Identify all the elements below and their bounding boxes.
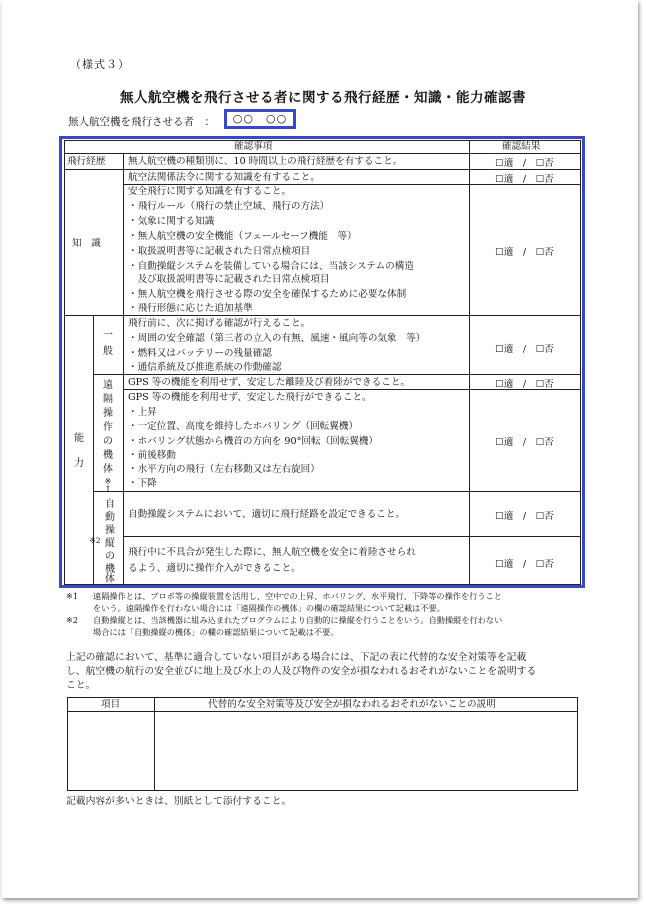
- gps-landing-result-checkboxes[interactable]: ☐適 / ☐否: [495, 379, 554, 390]
- auto-label-char: 体: [105, 574, 115, 585]
- auto-label-char: 自: [105, 499, 115, 510]
- alt-header-desc-label: 代替的な安全対策等及び安全が損なわれるおそれがないことの説明: [208, 699, 496, 710]
- gps-flight-line: ・ホバリング状態から機首の方向を 90°回転（回転翼機）: [128, 436, 379, 447]
- alt-desc-input[interactable]: [154, 711, 578, 791]
- remote-label-char: 操: [103, 408, 113, 419]
- general-label-char: 般: [103, 346, 113, 357]
- ability-category-char: 能: [74, 433, 84, 444]
- alt-item-input[interactable]: [67, 711, 155, 791]
- auto-label-char: 動: [105, 512, 115, 523]
- knowledge-category: 知 識: [72, 238, 101, 249]
- auto-intervention-line: るよう、適切に操作介入ができること。: [128, 563, 301, 574]
- footnote-mark: ※2: [66, 615, 79, 625]
- law-item-text: 航空法関係法令に関する知識を有すること。: [128, 172, 320, 183]
- safety-line: 安全飛行に関する知識を有すること。: [128, 186, 292, 197]
- safety-line: ・無人航空機を飛行させる際の安全を確保するために必要な体制: [128, 289, 407, 300]
- header-result-label: 確認結果: [502, 141, 541, 152]
- auto-label-char: の: [105, 551, 115, 562]
- footnote-line: 場合には「自動操縦の機体」の欄の確認結果について記載は不要。: [93, 627, 339, 637]
- alt-header-item-label: 項目: [101, 699, 121, 710]
- auto-intervention-result-checkboxes[interactable]: ☐適 / ☐否: [495, 559, 554, 570]
- operator-label: 無人航空機を飛行させる者 ：: [68, 116, 215, 128]
- experience-result-checkboxes[interactable]: ☐適 / ☐否: [495, 158, 554, 169]
- general-result-checkboxes[interactable]: ☐適 / ☐否: [495, 344, 554, 355]
- gps-flight-line: ・一定位置、高度を維持したホバリング（回転翼機）: [128, 421, 359, 432]
- auto-route-result-checkboxes[interactable]: ☐適 / ☐否: [495, 511, 554, 522]
- footnote-line: 遠隔操作とは、プロポ等の操縦装置を活用し、空中での上昇、ホバリング、水平飛行、下降等の操作を行うこと: [93, 591, 502, 601]
- safety-line: ・飛行形態に応じた追加基準: [128, 303, 253, 314]
- footnote-line: をいう。遠隔操作を行わない場合には「遠隔操作の機体」の欄の確認結果について記載は不要。: [93, 603, 445, 613]
- ability-category-char: 力: [74, 458, 84, 469]
- general-line: ・通信系統及び推進系統の作動確認: [128, 362, 282, 373]
- remote-label-char: 隔: [103, 394, 113, 405]
- remote-label-char: 機: [103, 450, 113, 461]
- closing-note: 記載内容が多いときは、別紙として添付すること。: [66, 796, 292, 807]
- paragraph-line: し、航空機の航行の安全並びに地上及び水上の人及び物件の安全が損なわれるおそれがないことを説明する: [66, 666, 537, 677]
- remote-note-mark: ※: [104, 477, 112, 486]
- general-line: 飛行前に、次に掲げる確認が行えること。: [128, 318, 311, 329]
- safety-line: ・自動操縦システムを装備している場合には、当該システムの構造: [128, 261, 414, 272]
- general-line: ・燃料又はバッテリーの残量確認: [128, 348, 272, 359]
- safety-line: ・取扱説明書等に記載された日常点検項目: [128, 246, 311, 257]
- gps-flight-line: GPS 等の機能を利用せず、安定した飛行ができること。: [128, 392, 372, 403]
- paragraph-line: 上記の確認において、基準に適合していない項目がある場合には、下記の表に代替的な安全対策等を記載: [66, 652, 527, 663]
- operator-name-field[interactable]: ○○ ○○: [224, 109, 296, 129]
- gps-flight-result-checkboxes[interactable]: ☐適 / ☐否: [495, 437, 554, 448]
- safety-line: ・飛行ルール（飛行の禁止空域、飛行の方法）: [128, 201, 330, 212]
- table-highlight-frame: [59, 136, 585, 588]
- auto-label-char: 操: [105, 525, 115, 536]
- safety-line: ・気象に関する知識: [128, 216, 215, 227]
- remote-label-char: 遠: [103, 380, 113, 391]
- experience-item-text: 無人航空機の種類別に、10 時間以上の飛行経歴を有すること。: [128, 156, 403, 167]
- remote-label-char: 体: [103, 464, 113, 475]
- gps-flight-line: ・上昇: [128, 407, 157, 418]
- experience-category: 飛行経歴: [67, 156, 106, 167]
- gps-flight-line: ・下降: [128, 478, 157, 489]
- gps-flight-line: ・前後移動: [128, 450, 176, 461]
- law-result-checkboxes[interactable]: ☐適 / ☐否: [495, 174, 554, 185]
- form-label: （様式３）: [70, 58, 130, 71]
- document-title: 無人航空機を飛行させる者に関する飛行経歴・知識・能力確認書: [120, 90, 526, 106]
- general-line: ・周囲の安全確認（第三者の立入の有無、風速・風向等の気象 等）: [128, 333, 426, 344]
- remote-label-char: の: [103, 436, 113, 447]
- header-item-label: 確認事項: [234, 141, 273, 152]
- general-label-char: 一: [103, 330, 113, 341]
- gps-flight-line: ・水平方向の飛行（左右移動又は左右旋回）: [128, 464, 320, 475]
- auto-label-char: 機: [105, 564, 115, 575]
- safety-result-checkboxes[interactable]: ☐適 / ☐否: [495, 247, 554, 258]
- auto-note-mark: ※2: [89, 536, 101, 545]
- safety-line: ・無人航空機の安全機能（フェールセーフ機能 等）: [128, 231, 357, 242]
- footnote-line: 自動操縦とは、当該機器に組み込まれたプログラムにより自動的に操縦を行うことをいう。自動操縦を行わない: [93, 615, 503, 625]
- paragraph-line: こと。: [66, 680, 96, 691]
- footnote-mark: ※1: [66, 591, 79, 601]
- remote-note-number: 1: [105, 485, 111, 494]
- auto-route-item-text: 自動操縦システムにおいて、適切に飛行経路を設定できること。: [128, 509, 406, 520]
- auto-intervention-line: 飛行中に不具合が発生した際に、無人航空機を安全に着陸させられ: [128, 547, 416, 558]
- gps-landing-item-text: GPS 等の機能を利用せず、安定した離陸及び着陸ができること。: [128, 377, 411, 388]
- remote-label-char: 作: [103, 422, 113, 433]
- safety-line: 及び取扱説明書等に記載された日常点検項目: [128, 274, 330, 285]
- auto-label-char: 縦: [105, 538, 115, 549]
